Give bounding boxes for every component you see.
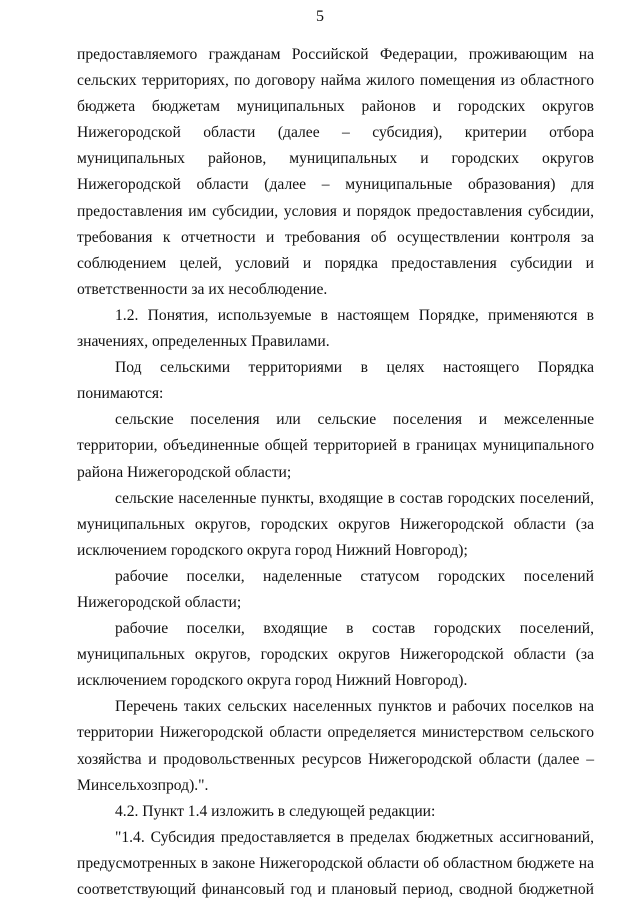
list-item-work-settlements-status: рабочие поселки, наделенные статусом городских поселений Нижегородской области; [77, 567, 594, 611]
paragraph-subsidy-description: предоставляемого гражданам Российской Федерации, проживающим на сельских территориях, по договору найма жилого помещения из областного бюджета бюджетам муниципальных районов и городских округов Нижегородской области (далее – субсидия), критерии отбора муниципальных районов, муниципальных и городских округов Нижегородской области (далее – муниципальные образования) для предоставления им субсидии, условия и порядок предоставления субсидии, требования к отчетности и требования об осуществлении контроля за соблюдением целей, условий и порядка предоставления субсидии и ответственности за их несоблюдение. [77, 46, 594, 298]
paragraph-list-definition: Перечень таких сельских населенных пунктов и рабочих поселков на территории Нижегородской области определяется министерством сельского хозяйства и продовольственных ресурсов Нижегородской области (далее – Минсельхозпрод).". [77, 698, 594, 794]
paragraph-1-4-subsidy-limits: "1.4. Субсидия предоставляется в пределах бюджетных ассигнований, предусмотренных в законе Нижегородской области об областном бюджете на соответствующий финансовый год и плановый период, сводной бюджетной [77, 828, 594, 898]
document-body [77, 42, 594, 903]
paragraph-rural-territories-intro: Под сельскими территориями в целях настоящего Порядка понимаются: [77, 359, 594, 403]
list-item-work-settlements-included: рабочие поселки, входящие в состав городских поселений, муниципальных округов, городских округов Нижегородской области (за исключением городского округа город Нижний Новгород). [77, 620, 594, 690]
list-item-rural-settlements: сельские поселения или сельские поселения и межселенные территории, объединенные общей территорией в границах муниципального района Нижегородской области; [77, 411, 594, 481]
page-number: 5 [316, 8, 324, 25]
paragraph-1-2-concepts: 1.2. Понятия, используемые в настоящем Порядке, применяются в значениях, определенных Правилами. [77, 306, 594, 351]
paragraph-4-2-amendment: 4.2. Пункт 1.4 изложить в следующей редакции: [115, 802, 436, 820]
list-item-rural-localities: сельские населенные пункты, входящие в состав городских поселений, муниципальных округов, городских округов Нижегородской области (за исключением городского округа город Нижний Новгород); [77, 489, 594, 559]
